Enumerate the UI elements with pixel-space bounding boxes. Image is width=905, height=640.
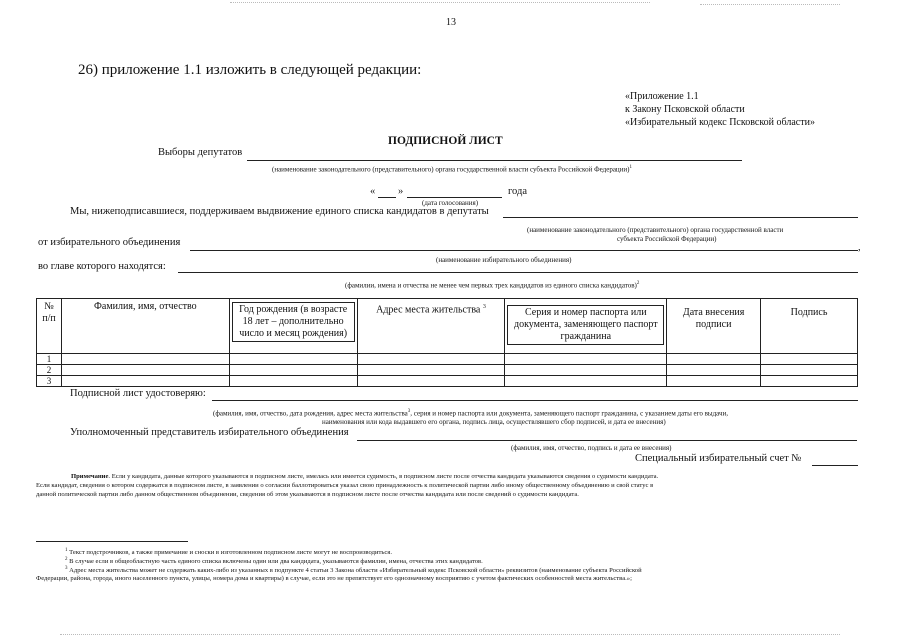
footnote-3-continued: Федерации, района, города, иного населенного пункта, улицы, номера дома и квартиры) в случае, если это не препятствует его однозначному восприятию с учетом фактических особенностей места жительства.»; — [36, 575, 632, 582]
table-header-row — [37, 299, 858, 354]
certify-label: Подписной лист удостоверяю: — [70, 388, 206, 399]
support-caption-1: (наименование законодательного (представительного) органа государственной власти — [527, 226, 784, 234]
col-header-passport — [505, 299, 667, 354]
scan-artifact-top — [230, 2, 650, 3]
date-day-line — [378, 197, 396, 198]
form-title: ПОДПИСНОЙ ЛИСТ — [388, 135, 503, 147]
appendix-ref-line-3: «Избирательный кодекс Псковской области» — [625, 117, 815, 128]
row-number: 1 — [37, 354, 62, 365]
col-header-birth-year — [229, 299, 357, 354]
date-month-line — [407, 197, 502, 198]
elections-label: Выборы депутатов — [158, 147, 243, 158]
elections-caption: (наименование законодательного (представительного) органа государственной власти субъекта Российской Федерации)$^1$ — [272, 165, 632, 174]
footnote-separator — [36, 541, 188, 542]
appendix-ref-line-2: к Закону Псковской области — [625, 104, 745, 115]
note-line-1: Примечание. Если у кандидата, данные которого указываются в подписном листе, имелась или имеется судимость, в подписном листе после отчества кандидата указываются сведения о судимости кандидата. — [71, 473, 659, 480]
note-line-3: данной политической партии либо данном общественном объединении, сведения об этом указываются в подписном листе после отчества кандидата или после сведений о судимости кандидата. — [36, 491, 579, 498]
signature-table — [36, 298, 858, 387]
note-label: Примечание — [71, 473, 109, 480]
date-close-quote: » — [398, 186, 404, 197]
representative-field-line — [357, 440, 857, 441]
table-row — [37, 354, 858, 365]
appendix-reference — [625, 90, 815, 129]
footnote-3: $^3$ Адрес места жительства может не содержать каких-либо из указанных в подпункте 4 статьи 3 Закона области «Избирательный кодекс Псковской области» реквизитов (наименование субъекта Российской — [65, 566, 642, 575]
scan-artifact-top-right — [700, 4, 840, 5]
support-caption-2: субъекта Российской Федерации) — [617, 235, 717, 243]
representative-label: Уполномоченный представитель избирательного объединения — [70, 427, 349, 438]
certify-caption-1: (фамилия, имя, отчество, дата рождения, адрес места жительства$^3$, серия и номер паспорта или документа, заменяющего паспорт гражданина, с указанием даты его выдачи, — [213, 409, 729, 418]
footnote-1: $^1$ Текст подстрочников, а также примечание и сноски в изготовленном подписном листе могут не воспроизводиться. — [65, 548, 392, 557]
date-caption: (дата голосования) — [422, 199, 479, 207]
col-header-signature: Подпись — [761, 299, 858, 354]
certify-caption-2: наименования или кода выдавшего его органа, подпись лица, осуществлявшего сбор подписей, и дата ее внесения) — [322, 418, 666, 426]
table-row — [37, 365, 858, 376]
party-caption: (наименование избирательного объединения) — [436, 256, 572, 264]
col-header-sign-date: Дата внесения подписи — [667, 299, 761, 354]
elections-field-line — [247, 160, 742, 161]
birth-year-box: Год рождения (в возрасте 18 лет – дополнительно число и месяц рождения) — [232, 302, 355, 342]
date-year-label: года — [508, 186, 527, 197]
head-label: во главе которого находятся: — [38, 261, 166, 272]
party-comma: , — [858, 242, 861, 253]
note-line-2: Если кандидат, сведения о котором содержатся в подписном листе, в заявлении о согласии баллотироваться указал свою принадлежность к политической партии либо иному общественному объединению и свой статус в — [36, 482, 654, 489]
footnote-2: $^2$ В случае если в общеобластную часть единого списка включены один или два кандидата, указываются фамилии, имена, отчества этих кандидатов. — [65, 557, 483, 566]
party-label: от избирательного объединения — [38, 237, 181, 248]
scan-artifact-bottom — [60, 634, 840, 635]
page-number: 13 — [446, 17, 456, 28]
table-row — [37, 376, 858, 387]
passport-box: Серия и номер паспорта или документа, заменяющего паспорт гражданина — [507, 305, 664, 345]
representative-caption: (фамилия, имя, отчество, подпись и дата ее внесения) — [511, 444, 672, 452]
account-field-line — [812, 465, 858, 466]
col-header-address: Адрес места жительства $^3$ — [357, 299, 505, 354]
amendment-heading: 26) приложение 1.1 изложить в следующей редакции: — [78, 62, 422, 78]
head-caption: (фамилии, имена и отчества не менее чем первых трех кандидатов из единого списка кандидатов)$^2$ — [345, 281, 640, 290]
support-text: Мы, нижеподписавшиеся, поддерживаем выдвижение единого списка кандидатов в депутаты — [70, 206, 489, 217]
account-label: Специальный избирательный счет № — [635, 453, 802, 464]
date-open-quote: « — [370, 186, 376, 197]
row-number: 3 — [37, 376, 62, 387]
row-number: 2 — [37, 365, 62, 376]
col-header-name: Фамилия, имя, отчество — [61, 299, 229, 354]
head-field-line — [178, 272, 858, 273]
col-header-number: № п/п — [37, 299, 62, 354]
party-field-line — [190, 250, 858, 251]
support-field-line — [503, 217, 858, 218]
certify-field-line — [212, 400, 858, 401]
appendix-ref-line-1: «Приложение 1.1 — [625, 91, 699, 102]
